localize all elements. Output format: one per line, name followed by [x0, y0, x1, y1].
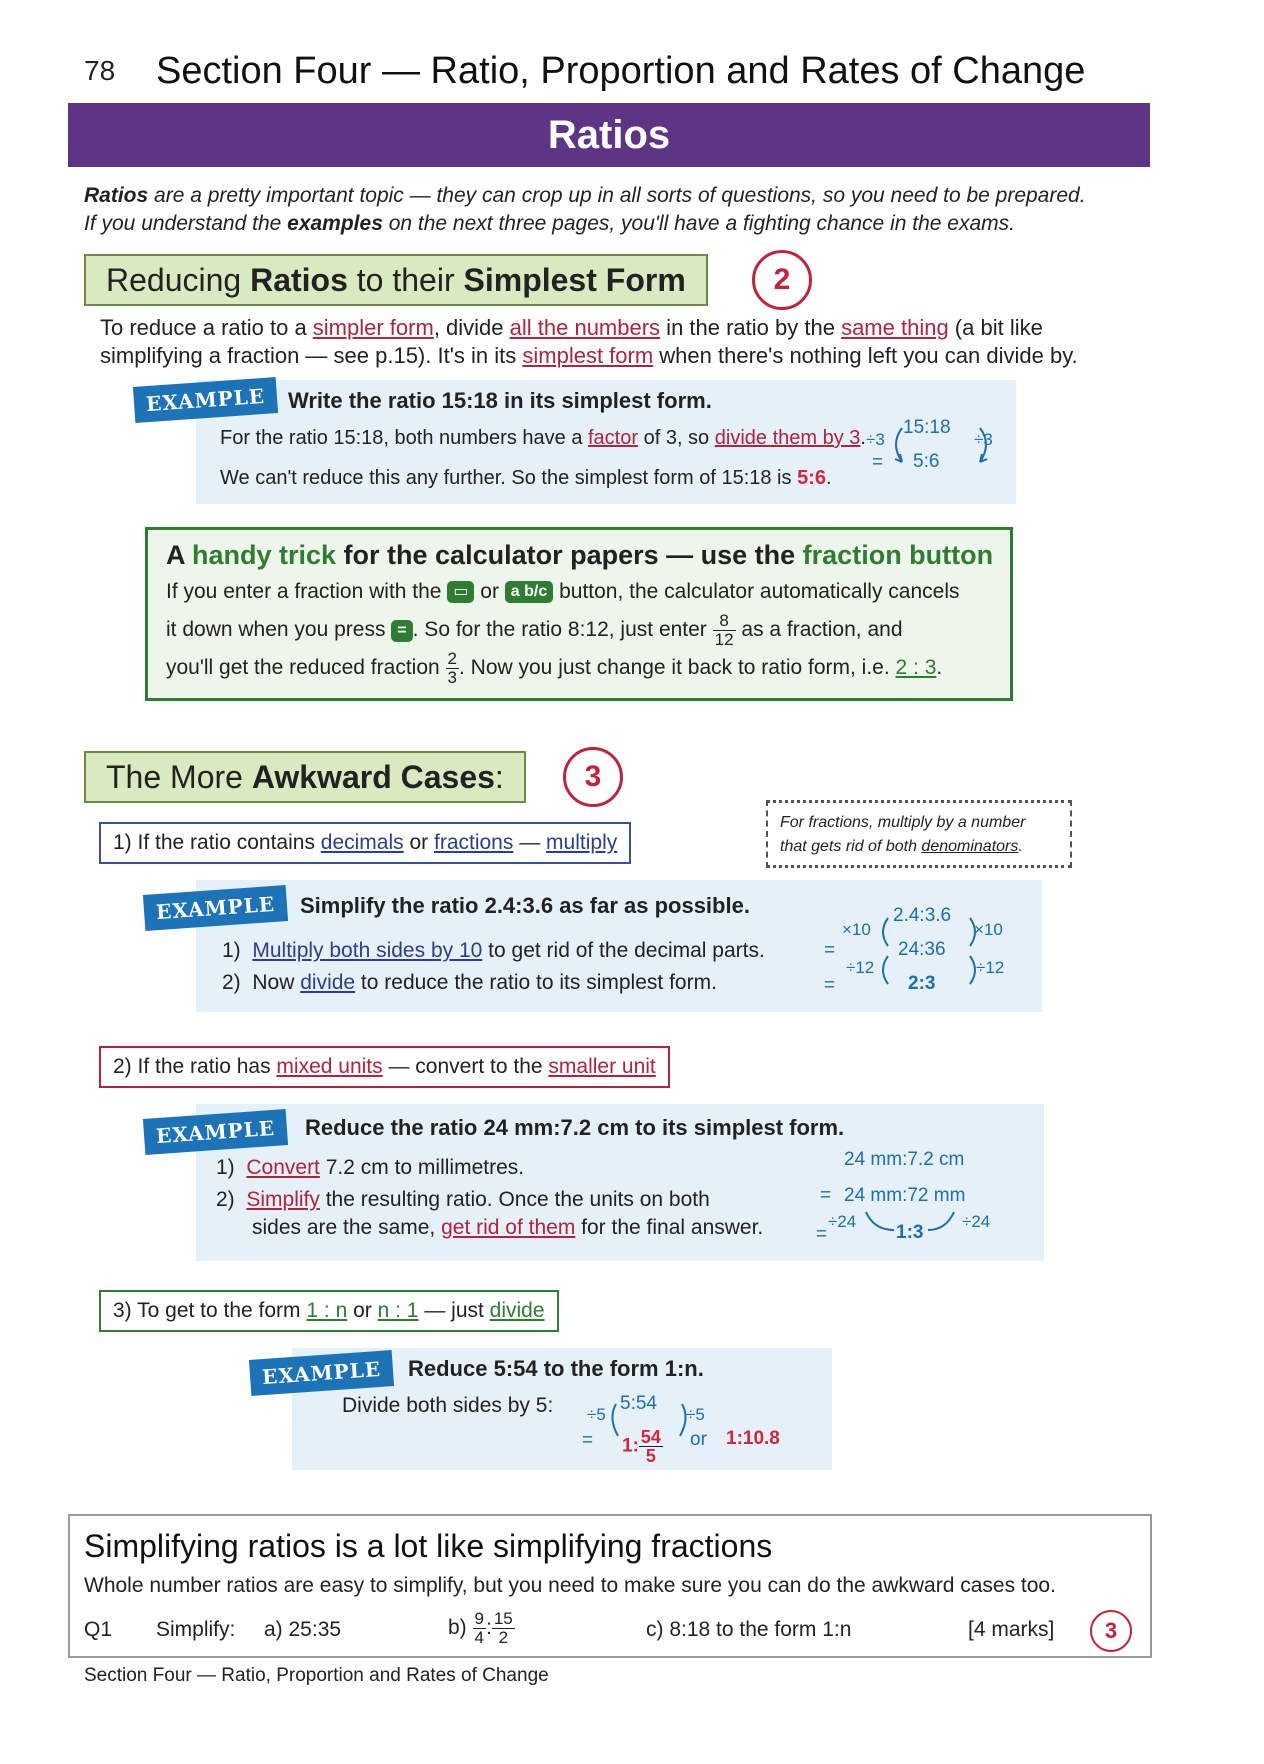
ex3-s2n: 2) [216, 1188, 235, 1211]
trick-t-b: handy trick [192, 540, 337, 570]
ex1-l1c: of 3, so [638, 427, 715, 449]
case3-b: 1 : n [306, 1299, 348, 1322]
awkward-heading-a: The More [106, 759, 252, 795]
example-2-step-2 [222, 969, 717, 997]
ex1-arrows [886, 424, 996, 468]
trick-l2a: it down when you press [166, 618, 392, 642]
ex4-r1: 5:54 [620, 1393, 657, 1414]
reduce-d8: simplifying a fraction — see p.15). It's in its [100, 343, 523, 368]
example-4-badge: EXAMPLE [249, 1350, 394, 1396]
ex1-calc-top: 15:18 [903, 417, 951, 438]
ex3-op-left: ÷24 [828, 1212, 857, 1231]
case-1 [99, 822, 631, 864]
example-3-step-2-cont [252, 1214, 763, 1242]
page-footer: Section Four — Ratio, Proportion and Rates of Change [84, 1665, 549, 1686]
ex2-s1n: 1) [222, 939, 241, 962]
frac2-num: 2 [447, 649, 457, 668]
reduce-d7: (a bit like [948, 315, 1043, 340]
example-1-line-2 [220, 464, 832, 492]
ex3-r2: 24 mm:72 mm [844, 1185, 966, 1206]
ex4-op-left: ÷5 [587, 1405, 606, 1424]
question-part-b [448, 1610, 515, 1647]
ex2-r3: 2:3 [908, 973, 936, 994]
note-line-2b: denominators [921, 838, 1019, 855]
case3-a: 3) To get to the form [113, 1299, 307, 1322]
intro-text-1: are a pretty important topic — they can crop up in all sorts of questions, so you need to be prepared. [148, 184, 1086, 207]
case2-a: 2) If the ratio has [113, 1055, 277, 1078]
ex2-op1-right: ×10 [974, 920, 1003, 939]
frac2-den: 3 [447, 668, 457, 687]
example-3-prompt: Reduce the ratio 24 mm:7.2 cm to its simplest form. [305, 1115, 845, 1140]
ex3-eq-2: = [816, 1224, 828, 1245]
example-1-badge: EXAMPLE [133, 377, 278, 423]
reduce-description [100, 314, 1100, 370]
trick-l1c: button, the calculator automatically cancels [553, 580, 960, 603]
ex3-s1b: 7.2 cm to millimetres. [319, 1156, 525, 1179]
question-simplify: Simplify: [156, 1618, 236, 1641]
ex1-l1e: . [860, 427, 866, 449]
ex2-op2-right: ÷12 [976, 958, 1005, 977]
ex2-op2-left: ÷12 [846, 958, 875, 977]
intro-bold-ratios: Ratios [84, 184, 149, 207]
bf2-num: 15 [493, 1609, 513, 1628]
case1-c: or [403, 831, 434, 854]
case1-b: decimals [320, 831, 404, 854]
case3-c: or [347, 1299, 378, 1322]
ex2-r1: 2.4:3.6 [893, 905, 952, 926]
question-part-a: a) 25:35 [264, 1618, 342, 1641]
ex3-s1n: 1) [216, 1156, 235, 1179]
page-title: Ratios [547, 113, 671, 157]
example-3-badge: EXAMPLE [143, 1109, 288, 1155]
reduce-heading-a: Reducing [106, 262, 251, 298]
ex2-s2b: divide [300, 971, 356, 994]
note-line-2c: . [1018, 838, 1023, 855]
ex1-l1a: For the ratio 15:18, both numbers have a [220, 427, 588, 449]
awkward-heading [84, 751, 526, 803]
ex2-s2a: Now [252, 971, 301, 994]
ex3-arrows [860, 1208, 960, 1238]
question-part-c: c) 8:18 to the form 1:n [646, 1618, 852, 1641]
trick-l1b: or [474, 580, 505, 603]
calculator-trick-box [145, 527, 1013, 701]
ex1-l1d: divide them by 3 [714, 427, 861, 449]
ex1-calc-bottom: 5:6 [913, 451, 940, 472]
example-2-prompt: Simplify the ratio 2.4:3.6 as far as possible. [300, 893, 750, 918]
example-1-line-1 [220, 424, 866, 452]
ex2-s2c: to reduce the ratio to its simplest form. [355, 971, 717, 994]
ex4-frac-den: 5 [645, 1446, 656, 1466]
ex1-l2a: We can't reduce this any further. So the simplest form of 15:18 is [220, 467, 798, 489]
summary-title: Simplifying ratios is a lot like simplifying fractions [84, 1528, 773, 1564]
trick-l3c: 2 : 3 [895, 656, 937, 680]
ex2-s1b: to get rid of the decimal parts. [482, 939, 765, 962]
case3-d: n : 1 [377, 1299, 419, 1322]
note-line-2a: that gets rid of both [780, 838, 922, 855]
ex3-s2b: the resulting ratio. Once the units on both [319, 1188, 710, 1211]
reduce-d2: simpler form [312, 315, 434, 340]
trick-line-3 [166, 650, 942, 687]
example-3-step-1 [216, 1154, 524, 1182]
bf2-den: 2 [498, 1628, 509, 1647]
example-1-prompt: Write the ratio 15:18 in its simplest form. [288, 388, 712, 413]
ex2-eq-1: = [824, 940, 836, 961]
reduce-d1: To reduce a ratio to a [100, 315, 313, 340]
question-number: Q1 [84, 1618, 113, 1641]
ex4-r3: 1:10.8 [726, 1428, 780, 1449]
ex1-op-left: ÷3 [866, 430, 885, 449]
bf1-num: 9 [474, 1609, 484, 1628]
example-2-step-1 [222, 937, 765, 965]
ex2-r2: 24:36 [898, 939, 946, 960]
ex4-or: or [690, 1429, 707, 1450]
trick-l3b: . Now you just change it back to ratio form, i.e. [458, 656, 896, 680]
case1-a: 1) If the ratio contains [113, 831, 321, 854]
ex4-op-right: ÷5 [686, 1405, 705, 1424]
part-b-label: b) [448, 1616, 467, 1640]
reduce-heading-c: to their [347, 262, 464, 298]
part-b-frac-1 [473, 1610, 486, 1647]
ex2-eq-2: = [824, 975, 836, 996]
reduce-heading-d: Simplest Form [463, 262, 686, 298]
reduce-d5: in the ratio by the [660, 315, 842, 340]
fraction-2-3 [446, 650, 459, 687]
awkward-heading-c: : [494, 759, 504, 795]
grade-badge-footer: 3 [1090, 1610, 1132, 1652]
frac1-den: 12 [714, 630, 734, 649]
case-2 [99, 1046, 670, 1088]
ex2-op1-left: ×10 [842, 920, 871, 939]
case1-d: fractions [434, 831, 514, 854]
trick-l2c: as a fraction, and [735, 618, 903, 642]
example-4-text: Divide both sides by 5: [342, 1394, 554, 1417]
example-2-badge: EXAMPLE [143, 885, 288, 931]
question-row [84, 1610, 1134, 1650]
reduce-heading-b: Ratios [250, 262, 348, 298]
ex3-op-right: ÷24 [962, 1212, 991, 1231]
section-header: Section Four — Ratio, Proportion and Rates of Change [156, 50, 1086, 92]
trick-line-2 [166, 612, 903, 649]
ex3-r1: 24 mm:7.2 cm [844, 1149, 965, 1170]
ex3-s2d: get rid of them [441, 1216, 576, 1239]
reduce-d6: same thing [841, 315, 949, 340]
ex3-r3: 1:3 [896, 1222, 924, 1243]
example-4-prompt: Reduce 5:54 to the form 1:n. [408, 1356, 704, 1381]
fraction-key-icon: ▭ [447, 581, 474, 603]
intro-text-2: If you understand the [84, 212, 288, 235]
trick-l3a: you'll get the reduced fraction [166, 656, 446, 680]
trick-title [166, 540, 993, 571]
page-number: 78 [84, 55, 116, 86]
case-3 [99, 1290, 559, 1332]
equals-key-icon: = [391, 620, 412, 642]
reduce-heading [84, 254, 708, 306]
case2-b: mixed units [276, 1055, 383, 1078]
reduce-d3: , divide [433, 315, 510, 340]
fraction-note [766, 800, 1072, 868]
trick-l3d: . [936, 656, 943, 680]
note-line-1: For fractions, multiply by a number [780, 814, 1026, 831]
ex1-l2b: 5:6 [797, 467, 826, 489]
ex2-arrows [874, 912, 984, 996]
reduce-d9: simplest form [522, 343, 654, 368]
reduce-d4: all the numbers [509, 315, 661, 340]
frac1-num: 8 [713, 612, 736, 631]
ex1-equals: = [872, 452, 884, 473]
question-marks: [4 marks] [968, 1618, 1055, 1641]
title-bar [68, 103, 1150, 167]
trick-l2b: . So for the ratio 8:12, just enter [412, 618, 713, 642]
part-b-frac-2 [492, 1610, 515, 1647]
case2-c: — convert to the [382, 1055, 549, 1078]
intro-text-3: on the next three pages, you'll have a fighting chance in the exams. [382, 212, 1015, 235]
ex3-s1a: Convert [246, 1156, 320, 1179]
case3-f: divide [489, 1299, 545, 1322]
case1-e: — [513, 831, 547, 854]
case3-e: — just [418, 1299, 490, 1322]
ex3-eq-1: = [820, 1185, 832, 1206]
ex4-r2a: 1: [622, 1435, 639, 1457]
summary-subtitle: Whole number ratios are easy to simplify, but you need to make sure you can do the awkward cases too. [84, 1574, 1056, 1597]
abc-key-icon: a b/c [505, 581, 553, 603]
case2-d: smaller unit [548, 1055, 656, 1078]
trick-line-1 [166, 580, 959, 604]
intro-bold-examples: examples [287, 212, 383, 235]
ex2-s1a: Multiply both sides by 10 [252, 939, 483, 962]
trick-l1a: If you enter a fraction with the [166, 580, 448, 603]
trick-t-d: fraction button [802, 540, 994, 570]
trick-t-c: for the calculator papers — use the [336, 540, 803, 570]
fraction-8-12 [713, 612, 736, 649]
part-b-colon: : [486, 1616, 492, 1640]
reduce-d10: when there's nothing left you can divide by. [653, 343, 1078, 368]
ex4-frac-num: 54 [640, 1427, 661, 1447]
ex3-s2e: for the final answer. [575, 1216, 764, 1239]
bf1-den: 4 [474, 1628, 484, 1647]
case1-f: multiply [546, 831, 618, 854]
summary-box [68, 1514, 1152, 1658]
trick-t-a: A [166, 540, 192, 570]
intro-paragraph [84, 182, 1164, 238]
example-3-step-2 [216, 1186, 710, 1214]
ex4-eq: = [582, 1430, 594, 1451]
ex1-l1b: factor [588, 427, 639, 449]
ex2-s2n: 2) [222, 971, 241, 994]
ex1-l2c: . [825, 467, 832, 489]
ex4-arrows [604, 1400, 694, 1442]
ex3-s2c: sides are the same, [252, 1216, 442, 1239]
grade-badge-3: 3 [563, 747, 623, 807]
awkward-heading-b: Awkward Cases [251, 759, 495, 795]
grade-badge-2: 2 [752, 250, 812, 310]
ex1-op-right: ÷3 [974, 430, 993, 449]
ex3-s2a: Simplify [246, 1188, 320, 1211]
